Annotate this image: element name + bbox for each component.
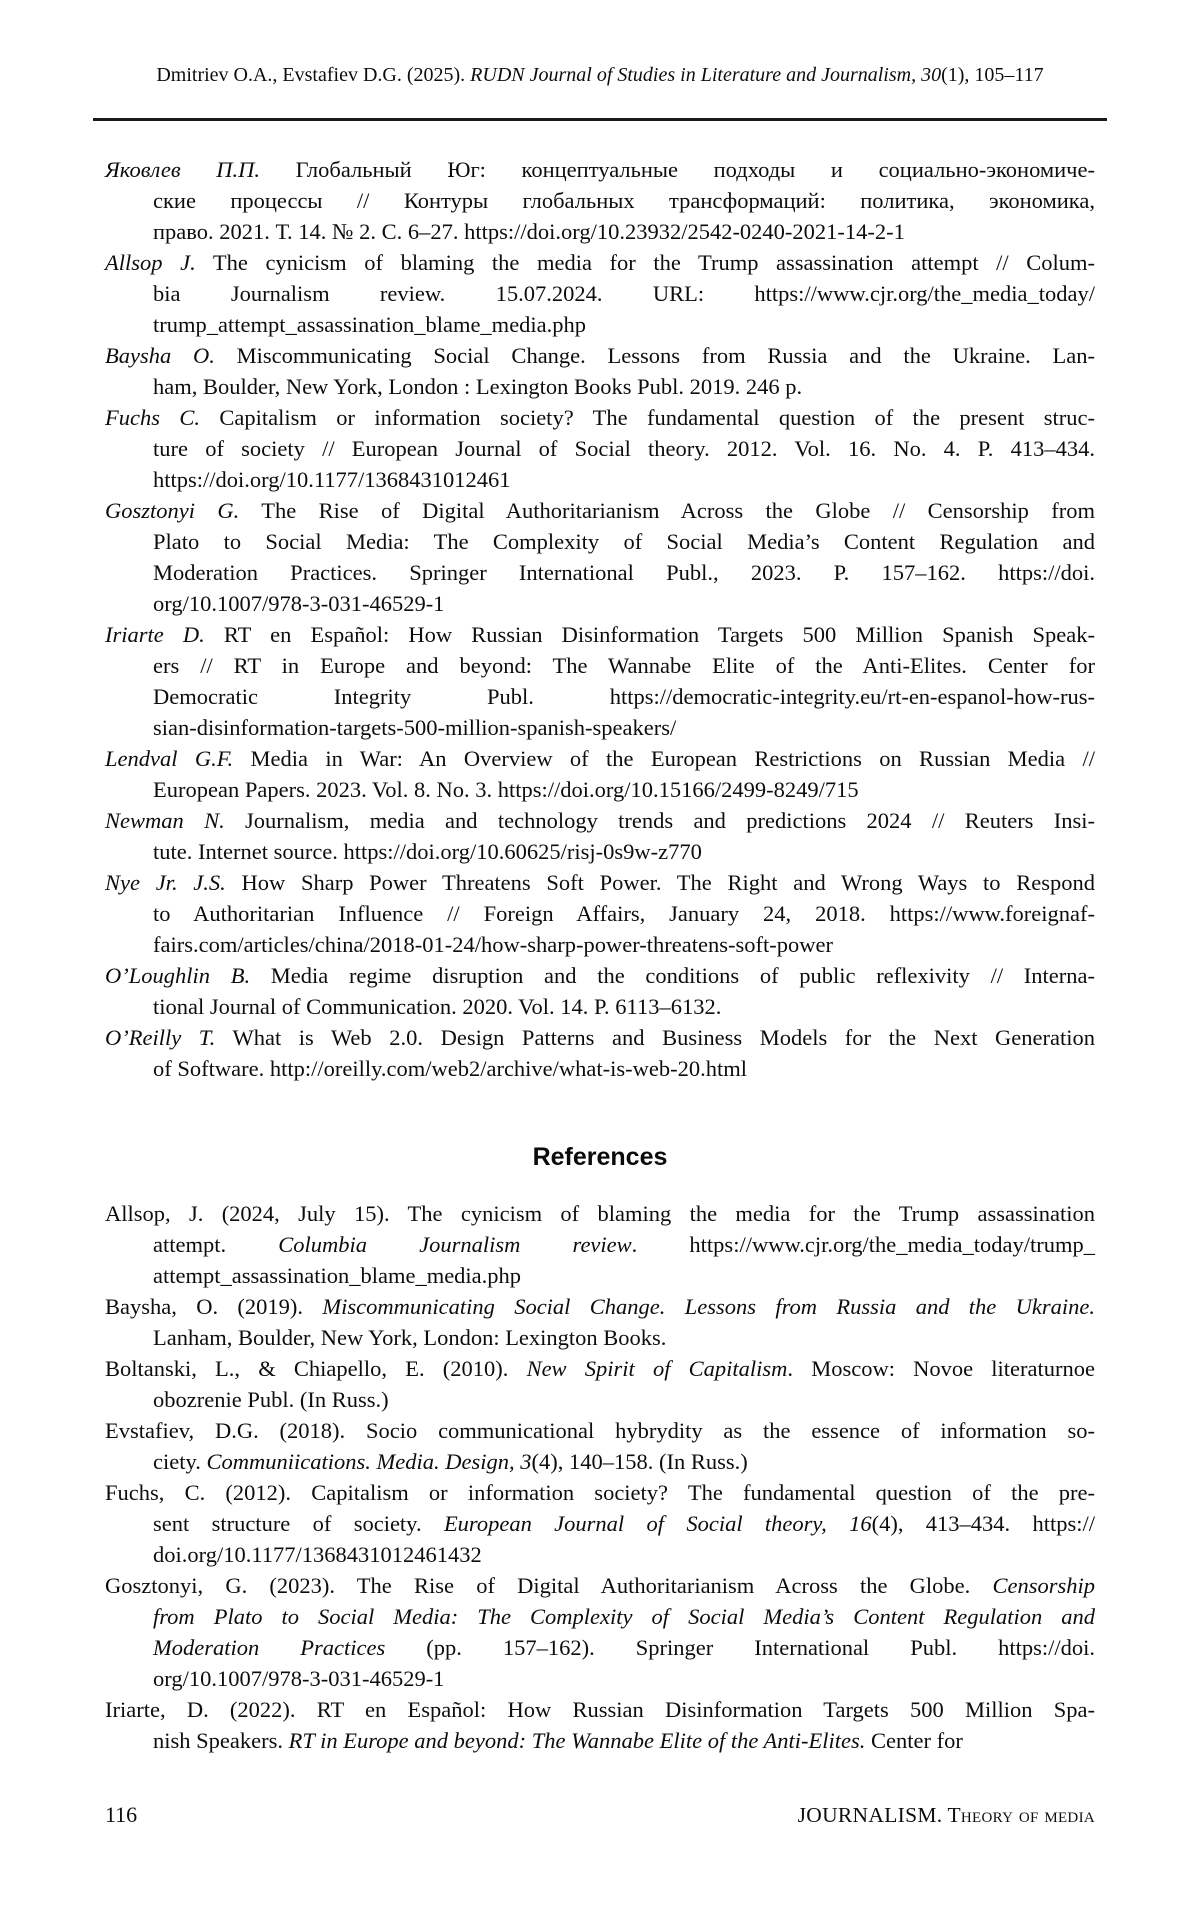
reference-line: ciety. Communiications. Media. Design, 3(4), 140–158. (In Russ.) [153, 1449, 748, 1474]
reference-line: Boltanski, L., & Chiapello, E. (2010). New Spirit of Capitalism. Moscow: Novoe literaturnoe [105, 1356, 1095, 1381]
reference-line: tute. Internet source. https://doi.org/10.60625/risj-0s9w-z770 [153, 839, 702, 864]
reference-line: ers // RT in Europe and beyond: The Wannabe Elite of the Anti-Elites. Center for [153, 653, 1095, 678]
reference-line: https://doi.org/10.1177/1368431012461 [153, 467, 511, 492]
reference-line: Plato to Social Media: The Complexity of Social Media’s Content Regulation and [153, 529, 1095, 554]
page-footer [105, 1802, 1095, 1828]
reference-entry [105, 402, 1095, 495]
reference-entry [105, 619, 1095, 743]
reference-line: Baysha, O. (2019). Miscommunicating Social Change. Lessons from Russia and the Ukraine. [105, 1294, 1095, 1319]
reference-entry [105, 1694, 1095, 1756]
reference-line: Allsop, J. (2024, July 15). The cynicism of blaming the media for the Trump assassination [105, 1201, 1095, 1226]
reference-entry [105, 1570, 1095, 1694]
reference-line: Fuchs C. Capitalism or information society? The fundamental question of the present struc- [105, 405, 1095, 430]
journal-section-caps: JOURNALISM. [797, 1803, 943, 1827]
reference-line: Moderation Practices (pp. 157–162). Springer International Publ. https://doi. [153, 1635, 1095, 1660]
reference-line: Fuchs, C. (2012). Capitalism or information society? The fundamental question of the pre- [105, 1480, 1095, 1505]
reference-line: org/10.1007/978-3-031-46529-1 [153, 1666, 445, 1691]
reference-line: ture of society // European Journal of Social theory. 2012. Vol. 16. No. 4. P. 413–434. [153, 436, 1095, 461]
journal-section-smallcaps: Theory of media [947, 1803, 1095, 1827]
references-heading: References [532, 1143, 668, 1171]
journal-section-label [798, 1803, 1095, 1828]
reference-entry [105, 1353, 1095, 1415]
reference-line: doi.org/10.1177/1368431012461432 [153, 1542, 482, 1567]
reference-line: Lanham, Boulder, New York, London: Lexington Books. [153, 1325, 667, 1350]
reference-entry [105, 960, 1095, 1022]
reference-entry [105, 340, 1095, 402]
reference-entry [105, 1477, 1095, 1570]
reference-line: ham, Boulder, New York, London : Lexington Books Publ. 2019. 246 p. [153, 374, 803, 399]
reference-line: from Plato to Social Media: The Complexity of Social Media’s Content Regulation and [153, 1604, 1095, 1629]
reference-line: Яковлев П.П. Глобальный Юг: концептуальные подходы и социально-экономиче- [105, 157, 1095, 182]
reference-line: Iriarte D. RT en Español: How Russian Disinformation Targets 500 Million Spanish Speak- [105, 622, 1095, 647]
reference-line: nish Speakers. RT in Europe and beyond: The Wannabe Elite of the Anti-Elites. Center for [153, 1728, 963, 1753]
reference-line: tional Journal of Communication. 2020. Vol. 14. P. 6113–6132. [153, 994, 722, 1019]
reference-line: O’Reilly T. What is Web 2.0. Design Patterns and Business Models for the Next Generation [105, 1025, 1095, 1050]
reference-line: attempt. Columbia Journalism review. https://www.cjr.org/the_media_today/trump_ [153, 1232, 1096, 1257]
running-head: Dmitriev O.A., Evstafiev D.G. (2025). RUDN Journal of Studies in Literature and Journalism, 30(1), 105–117 [156, 64, 1044, 86]
reference-line: sent structure of society. European Journal of Social theory, 16(4), 413–434. https:// [153, 1511, 1096, 1536]
reference-line: bia Journalism review. 15.07.2024. URL: https://www.cjr.org/the_media_today/ [153, 281, 1095, 306]
reference-entry [105, 1415, 1095, 1477]
reference-entry [105, 867, 1095, 960]
reference-entry [105, 495, 1095, 619]
reference-line: Iriarte, D. (2022). RT en Español: How Russian Disinformation Targets 500 Million Spa- [105, 1697, 1095, 1722]
reference-line: право. 2021. Т. 14. № 2. С. 6–27. https://doi.org/10.23932/2542-0240-2021-14-2-1 [153, 219, 905, 244]
reference-line: Gosztonyi G. The Rise of Digital Authoritarianism Across the Globe // Censorship from [105, 498, 1096, 523]
reference-line: fairs.com/articles/china/2018-01-24/how-sharp-power-threatens-soft-power [153, 932, 833, 957]
reference-entry [105, 743, 1095, 805]
reference-line: Nye Jr. J.S. How Sharp Power Threatens Soft Power. The Right and Wrong Ways to Respond [105, 870, 1095, 895]
reference-line: trump_attempt_assassination_blame_media.php [153, 312, 587, 337]
reference-entry [105, 1291, 1095, 1353]
reference-line: obozrenie Publ. (In Russ.) [153, 1387, 389, 1412]
reference-entry [105, 805, 1095, 867]
reference-line: European Papers. 2023. Vol. 8. No. 3. https://doi.org/10.15166/2499-8249/715 [153, 777, 859, 802]
header-rule [93, 118, 1107, 121]
reference-line: Baysha O. Miscommunicating Social Change. Lessons from Russia and the Ukraine. Lan- [105, 343, 1095, 368]
reference-line: Allsop J. The cynicism of blaming the media for the Trump assassination attempt // Colum- [105, 250, 1095, 275]
reference-entry [105, 1022, 1095, 1084]
reference-entry [105, 247, 1095, 340]
reference-line: to Authoritarian Influence // Foreign Affairs, January 24, 2018. https://www.foreignaf- [153, 901, 1095, 926]
reference-line: of Software. http://oreilly.com/web2/archive/what-is-web-20.html [153, 1056, 748, 1081]
reference-line: Moderation Practices. Springer International Publ., 2023. P. 157–162. https://doi. [153, 560, 1095, 585]
reference-line: ские процессы // Контуры глобальных трансформаций: политика, экономика, [153, 188, 1095, 213]
reference-line: sian-disinformation-targets-500-million-spanish-speakers/ [153, 715, 677, 740]
reference-line: org/10.1007/978-3-031-46529-1 [153, 591, 445, 616]
reference-line: Democratic Integrity Publ. https://democratic-integrity.eu/rt-en-espanol-how-rus- [153, 684, 1095, 709]
reference-entry [105, 154, 1095, 247]
reference-line: Newman N. Journalism, media and technology trends and predictions 2024 // Reuters Insi- [105, 808, 1096, 833]
reference-line: Gosztonyi, G. (2023). The Rise of Digital Authoritarianism Across the Globe. Censorship [105, 1573, 1095, 1598]
bibliography-list [105, 154, 1095, 1084]
page-number: 116 [105, 1802, 138, 1827]
references-list [105, 1198, 1095, 1756]
reference-line: Evstafiev, D.G. (2018). Socio communicational hybrydity as the essence of information so- [105, 1418, 1095, 1443]
reference-entry [105, 1198, 1095, 1291]
reference-line: attempt_assassination_blame_media.php [153, 1263, 522, 1288]
reference-line: Lendval G.F. Media in War: An Overview of the European Restrictions on Russian Media // [105, 746, 1095, 771]
reference-line: O’Loughlin B. Media regime disruption and the conditions of public reflexivity // Interna- [105, 963, 1095, 988]
